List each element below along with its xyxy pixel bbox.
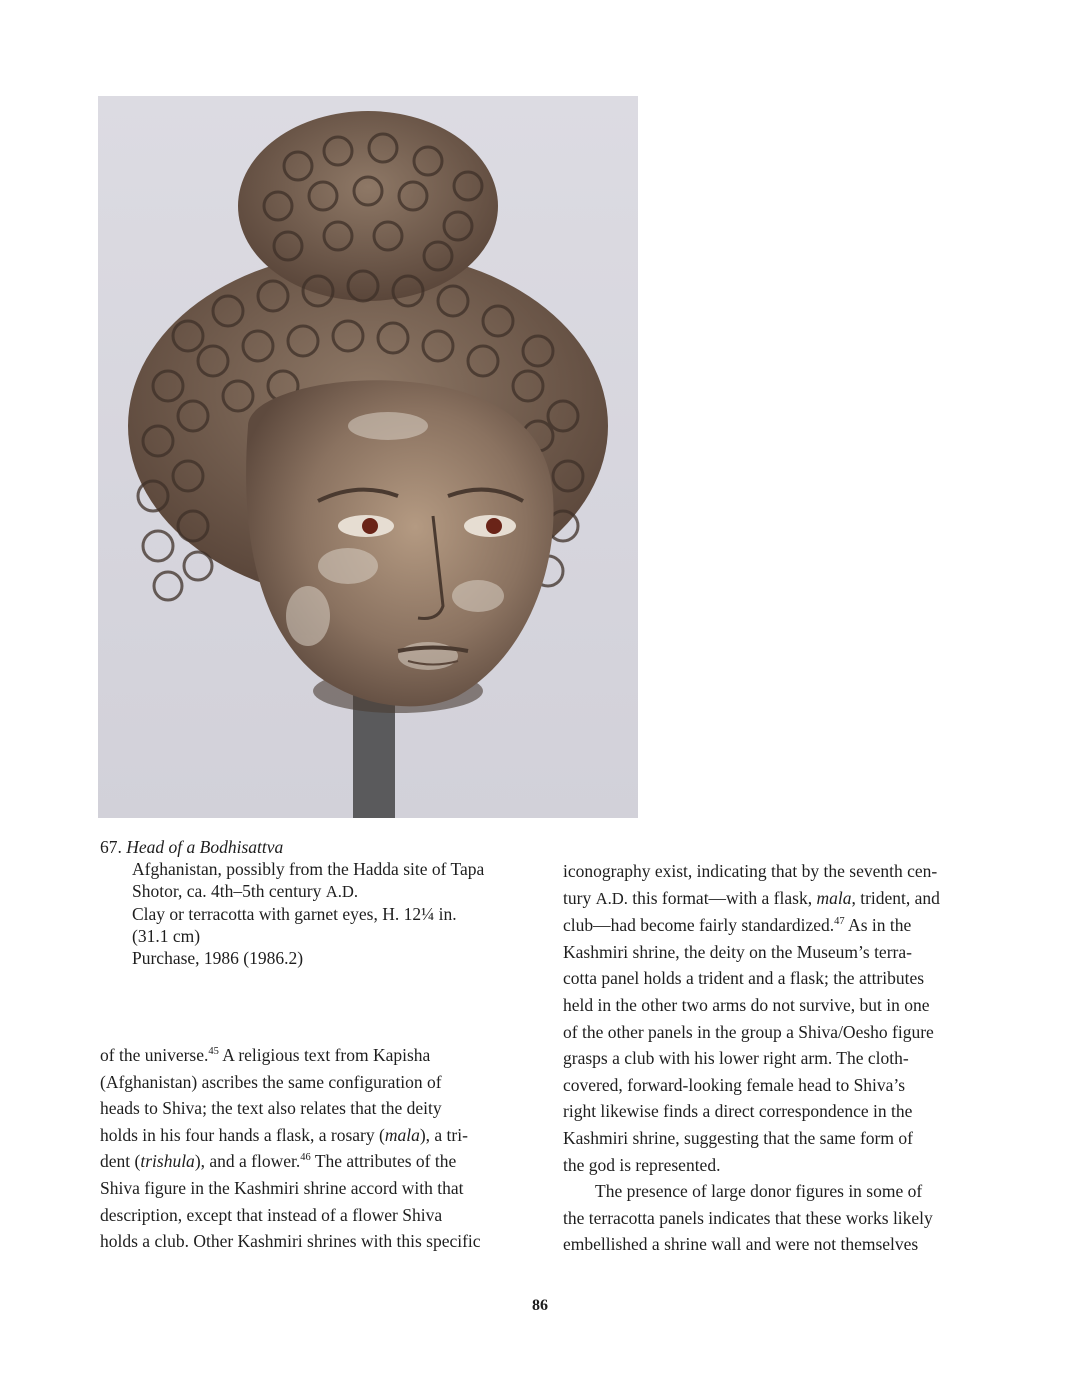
footnote-ref: 47 — [834, 916, 845, 928]
artwork-photograph — [98, 96, 638, 818]
text-line: the god is represented. — [563, 1154, 721, 1175]
body-column-right — [563, 858, 983, 1258]
caption-line: (31.1 cm) — [132, 926, 201, 946]
text-line: club—had become fairly standardized.$^{47}$ As in the — [563, 915, 912, 936]
bodhisattva-head-illustration — [98, 96, 638, 818]
caption-line: Shotor, ca. 4th–5th century A.D. — [132, 881, 359, 901]
text-line: dent (trishula), and a flower.$^{46}$ The attributes of the — [100, 1151, 457, 1172]
text-line: of the universe.$^{45}$ A religious text from Kapisha — [100, 1045, 431, 1065]
text-line: heads to Shiva; the text also relates that the deity — [100, 1098, 442, 1119]
caption-line: Afghanistan, possibly from the Hadda site of Tapa — [132, 859, 485, 879]
text-line: embellished a shrine wall and were not themselves — [563, 1234, 919, 1255]
text-line: tury A.D. this format—with a flask, mala, trident, and — [563, 887, 940, 908]
text-line: Kashmiri shrine, suggesting that the same form of — [563, 1127, 913, 1148]
body-column-left — [100, 1042, 520, 1255]
caption-line: Clay or terracotta with garnet eyes, H. 12¼ in. — [132, 904, 457, 924]
text-line: description, except that instead of a flower Shiva — [100, 1204, 443, 1225]
text-line: cotta panel holds a trident and a flask; the attributes — [563, 968, 925, 989]
page-number: 86 — [532, 1297, 548, 1314]
caption-number: 67. — [100, 837, 122, 857]
caption-line: Purchase, 1986 (1986.2) — [132, 948, 304, 968]
text-line: grasps a club with his lower right arm. The cloth- — [563, 1048, 909, 1069]
text-line: (Afghanistan) ascribes the same configuration of — [100, 1071, 442, 1092]
text-line: covered, forward-looking female head to Shiva’s — [563, 1074, 906, 1095]
text-line: holds in his four hands a flask, a rosary (mala), a tri- — [100, 1124, 468, 1145]
caption-heading — [100, 836, 520, 858]
footnote-ref: 45 — [208, 1046, 219, 1058]
text-line: held in the other two arms do not survive, but in one — [563, 994, 930, 1015]
text-line: Kashmiri shrine, the deity on the Museum’s terra- — [563, 941, 912, 962]
text-line: of the other panels in the group a Shiva/Oesho figure — [563, 1021, 934, 1042]
footnote-ref: 46 — [300, 1152, 311, 1164]
text-line: iconography exist, indicating that by the seventh cen- — [563, 861, 938, 881]
text-line: right likewise finds a direct correspondence in the — [563, 1101, 913, 1122]
figure-caption — [100, 836, 520, 969]
text-line: holds a club. Other Kashmiri shrines with this specific — [100, 1231, 481, 1252]
text-line: the terracotta panels indicates that these works likely — [563, 1207, 933, 1228]
text-line: The presence of large donor figures in some of — [595, 1181, 923, 1202]
caption-title: Head of a Bodhisattva — [126, 837, 284, 857]
text-line: Shiva figure in the Kashmiri shrine accord with that — [100, 1177, 464, 1198]
era-label: A.D. — [325, 882, 359, 901]
